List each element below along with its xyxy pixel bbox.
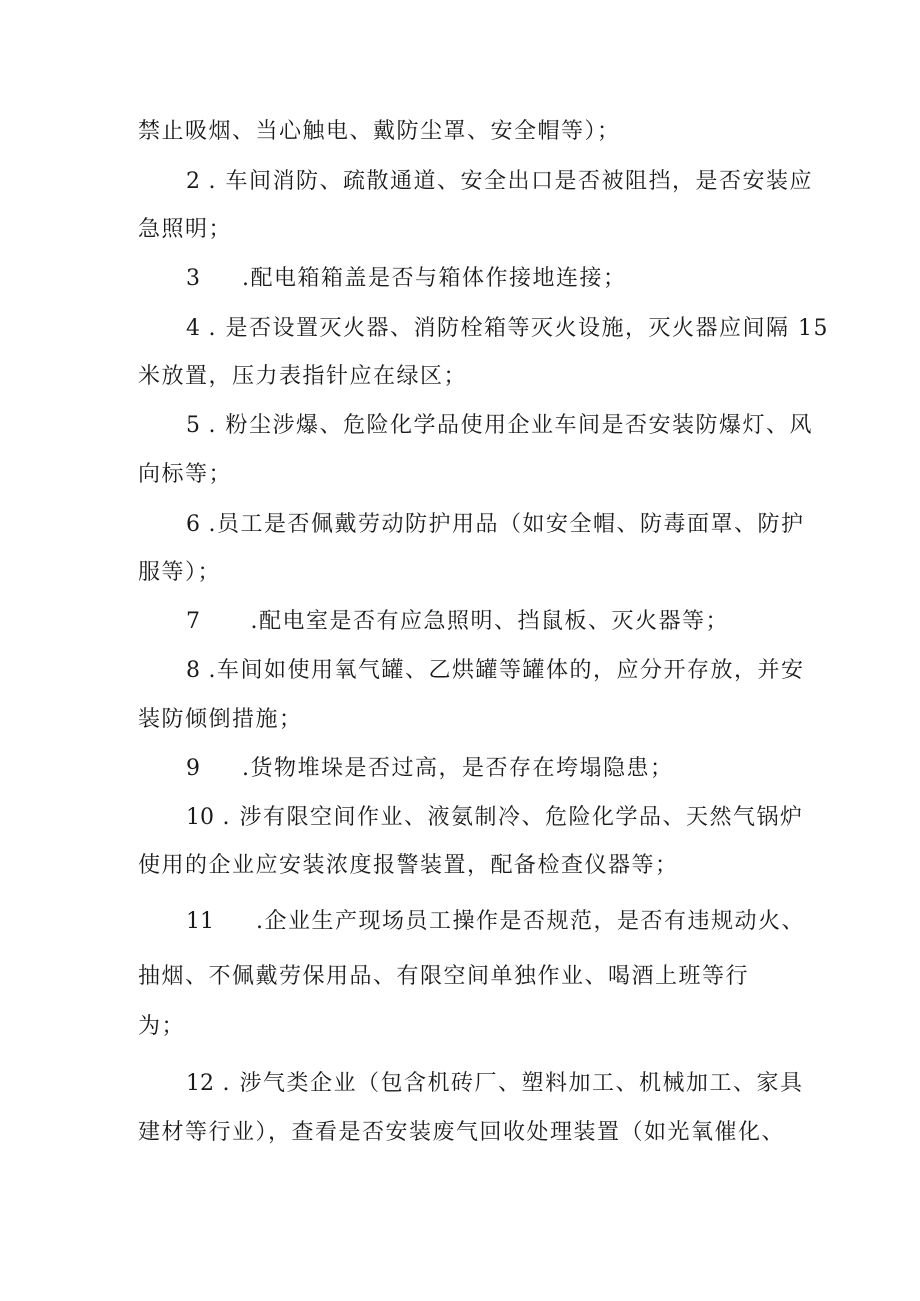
list-item-3 [186,264,627,294]
item-number: 11 [186,909,214,934]
line-text: 是否设置灭火器、消防栓箱等灭火设施，灭火器应间隔 15 [225,316,829,341]
line-text: 使用的企业应安装浓度报警装置，配备检查仪器等； [138,853,679,878]
item-number: 4 [186,316,200,341]
text-line-continuation [138,851,679,881]
item-separator: . [200,413,226,438]
item-separator: . [200,316,226,341]
text-line-continuation [138,460,232,490]
list-item-4 [186,314,829,344]
line-text: 员工是否佩戴劳动防护用品（如安全帽、防毒面罩、防护 [217,512,805,537]
item-separator: . [242,756,251,781]
item-separator: . [214,1071,240,1096]
item-number: 10 [186,805,214,830]
line-text: 建材等行业），查看是否安装废气回收处理装置（如光氧催化、 [138,1120,786,1145]
line-text: 禁止吸烟、当心触电、戴防尘罩、安全帽等）； [138,119,621,144]
line-text: 车间如使用氧气罐、乙烘罐等罐体的，应分开存放，并安 [217,658,805,683]
item-separator: . [200,512,217,537]
line-text: 粉尘涉爆、危险化学品使用企业车间是否安装防爆灯、风 [225,413,813,438]
line-text: 车间消防、疏散通道、安全出口是否被阻挡，是否安装应 [225,169,813,194]
text-line-continuation [138,962,749,992]
item-separator: . [256,909,265,934]
list-item-5 [186,411,813,441]
item-number: 9 [186,756,200,781]
text-line-continuation [138,1012,185,1042]
item-number: 2 [186,169,200,194]
item-separator: . [214,805,240,830]
line-text: 涉气类企业（包含机砖厂、塑料加工、机械加工、家具 [239,1071,804,1096]
list-item-11 [186,907,805,937]
line-text: 急照明； [138,217,233,242]
line-text: 配电箱箱盖是否与箱体作接地连接； [250,266,627,291]
line-text: 货物堆垛是否过高，是否存在垮塌隐患； [250,756,674,781]
list-item-12 [186,1069,804,1099]
line-text: 为； [138,1014,186,1039]
line-text: 涉有限空间作业、液氨制冷、危险化学品、天然气锅炉 [239,805,804,830]
item-separator: . [242,609,259,634]
text-line-continuation [138,705,303,735]
line-text: 向标等； [138,462,233,487]
text-line-continuation [138,1118,785,1148]
line-text: 抽烟、不佩戴劳保用品、有限空间单独作业、喝酒上班等行 [138,964,750,989]
list-item-9 [186,754,674,784]
text-line-1 [138,117,621,147]
item-number: 5 [186,413,200,438]
item-separator: . [200,658,217,683]
item-number: 8 [186,658,200,683]
line-text: 米放置，压力表指针应在绿区； [138,364,468,389]
item-separator: . [200,169,226,194]
list-item-6 [186,510,805,540]
line-text: 企业生产现场员工操作是否规范，是否有违规动火、 [264,909,806,934]
line-text: 服等）； [138,560,222,585]
list-item-8 [186,656,805,686]
list-item-2 [186,167,813,197]
item-number: 7 [186,609,200,634]
item-number: 12 [186,1071,214,1096]
item-separator: . [242,266,251,291]
list-item-7 [186,607,729,637]
line-text: 配电室是否有应急照明、挡鼠板、灭火器等； [259,609,730,634]
item-number: 6 [186,512,200,537]
list-item-10 [186,803,804,833]
text-line-continuation [138,362,467,392]
text-line-continuation [138,558,221,588]
text-line-continuation [138,215,232,245]
line-text: 装防倾倒措施； [138,707,303,732]
item-number: 3 [186,266,200,291]
